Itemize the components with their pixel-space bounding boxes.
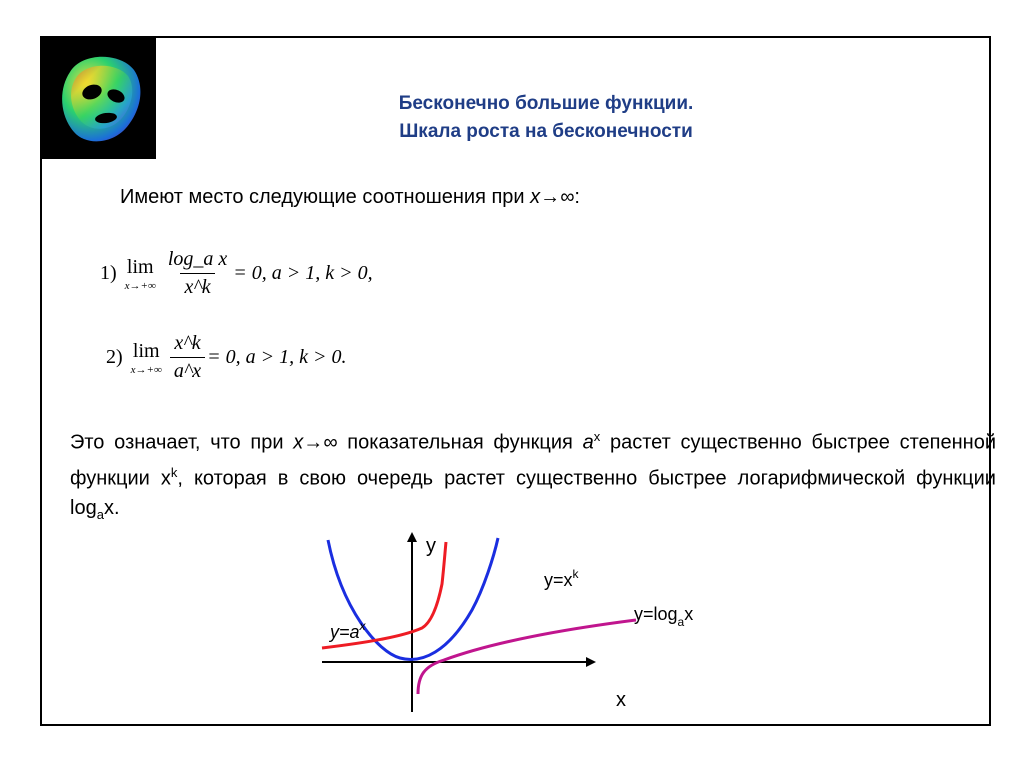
para-math-3-sup: k xyxy=(170,464,178,480)
formula-2-denominator: a^x xyxy=(170,357,205,383)
x-axis-label: x xyxy=(616,689,626,711)
formula-1-numerator: log_a x xyxy=(167,248,228,270)
formula-1-denominator: x^k xyxy=(180,273,214,299)
formula-2-numerator: x^k xyxy=(174,332,201,354)
power-label-text: y=x xyxy=(544,570,573,590)
formula-1-lim: lim xyxy=(126,255,154,278)
formula-1-fraction xyxy=(164,248,231,299)
formula-1-lim-sub: x→+∞ xyxy=(124,279,156,292)
formula-1-tail: = 0, a > 1, k > 0, xyxy=(233,262,373,284)
power-label-sup: k xyxy=(572,567,579,581)
formula-2-number: 2) xyxy=(106,346,123,368)
intro-end: : xyxy=(574,186,580,208)
slide xyxy=(40,36,996,726)
y-axis-arrow-icon xyxy=(407,532,417,542)
log-label-text: y=log xyxy=(634,604,678,624)
para-math-2: a xyxy=(582,431,594,454)
formula-2-limit xyxy=(131,340,162,376)
exp-label-sup: x xyxy=(359,619,366,633)
formula-2-lim-sub: x→+∞ xyxy=(130,363,162,376)
intro-text xyxy=(120,186,580,209)
explanation-paragraph xyxy=(70,422,996,530)
torus-logo-icon xyxy=(50,44,148,154)
para-text-3: растет существенно быстрее степенной функции x xyxy=(70,431,996,490)
intro-math: x→∞ xyxy=(530,186,575,208)
formula-2 xyxy=(106,332,347,383)
formula-2-lim: lim xyxy=(132,339,160,362)
growth-graph xyxy=(272,524,692,724)
x-axis-arrow-icon xyxy=(586,657,596,667)
log-curve xyxy=(418,620,636,694)
para-text-2: показательная функция xyxy=(337,431,583,454)
slide-title xyxy=(266,90,826,146)
formula-1-number: 1) xyxy=(100,262,117,284)
para-text-4: , которая в свою очередь растет существенно быстрее логарифмической функции log xyxy=(70,467,996,520)
title-line-1: Бесконечно большие функции. xyxy=(398,93,694,114)
title-line-2: Шкала роста на бесконечности xyxy=(399,121,693,142)
para-text-5: x. xyxy=(103,497,120,520)
para-math-2-sup: x xyxy=(593,429,601,444)
exp-label xyxy=(328,619,367,642)
formula-1-limit xyxy=(125,256,156,292)
y-axis-label: y xyxy=(426,535,436,557)
sidebar-panel xyxy=(42,38,156,159)
formula-1 xyxy=(100,248,373,299)
formula-2-fraction xyxy=(170,332,205,383)
log-label xyxy=(634,604,693,629)
exp-label-text: y=a xyxy=(330,622,360,642)
formula-2-tail: = 0, a > 1, k > 0. xyxy=(207,346,347,368)
log-label-sub: a xyxy=(677,615,685,629)
para-math-4-sub: a xyxy=(96,507,104,523)
power-label xyxy=(544,567,580,590)
para-text-1: Это означает, что при xyxy=(70,431,294,454)
intro-label: Имеют место следующие соотношения при xyxy=(120,186,531,208)
log-label-end: x xyxy=(684,604,694,624)
para-math-1: x→∞ xyxy=(293,431,338,454)
